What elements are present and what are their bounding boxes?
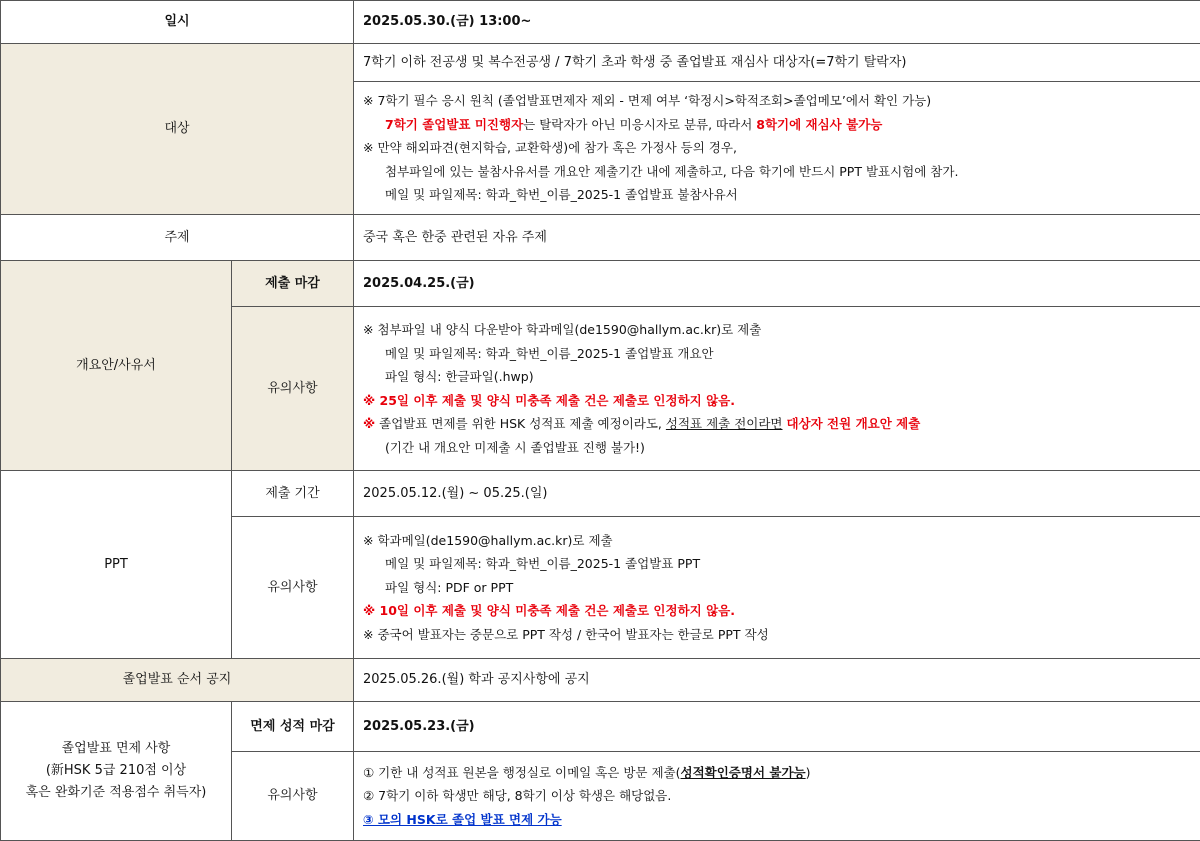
outline-label: 개요안/사유서 (1, 261, 232, 471)
exemption-note-3: ③ 모의 HSK로 졸업 발표 면제 가능 (363, 808, 1191, 832)
exemption-notes-label: 유의사항 (232, 752, 354, 841)
target-note-2-red2: 8학기에 재심사 불가능 (756, 117, 882, 132)
exemption-label-2: (新HSK 5급 210점 이상 (10, 760, 222, 782)
exemption-note-2: ② 7학기 이하 학생만 해당, 8학기 이상 학생은 해당없음. (363, 784, 1191, 808)
outline-note-5-underlined: 성적표 제출 전이라면 (666, 416, 783, 431)
exemption-label-3: 혹은 완화기준 적용점수 취득자) (10, 782, 222, 804)
target-label: 대상 (1, 44, 354, 215)
outline-note-6: (기간 내 개요안 미제출 시 졸업발표 진행 불가!) (363, 436, 1191, 460)
outline-deadline-value: 2025.04.25.(금) (354, 261, 1200, 307)
exemption-label-1: 졸업발표 면제 사항 (10, 738, 222, 760)
exemption-notes (354, 752, 1200, 841)
outline-note-2: 메일 및 파일제목: 학과_학번_이름_2025-1 졸업발표 개요안 (363, 342, 1191, 366)
schedule-value: 2025.05.30.(금) 13:00~ (354, 1, 1200, 44)
target-note-3: ※ 만약 해외파견(현지학습, 교환학생)에 참가 혹은 가정사 등의 경우, (363, 136, 1191, 160)
ppt-note-1: ※ 학과메일(de1590@hallym.ac.kr)로 제출 (363, 529, 1191, 553)
target-notes (354, 82, 1200, 215)
outline-notes (354, 307, 1200, 471)
ppt-label: PPT (1, 471, 232, 659)
topic-label: 주제 (1, 215, 354, 261)
order-row (1, 659, 1200, 702)
ppt-period-value: 2025.05.12.(월) ~ 05.25.(일) (354, 471, 1200, 517)
ppt-period-row (1, 471, 1200, 517)
outline-note-5 (363, 412, 1191, 436)
schedule-label: 일시 (1, 1, 354, 44)
ppt-period-label: 제출 기간 (232, 471, 354, 517)
order-value: 2025.05.26.(월) 학과 공지사항에 공지 (354, 659, 1200, 702)
ppt-note-2: 메일 및 파일제목: 학과_학번_이름_2025-1 졸업발표 PPT (363, 552, 1191, 576)
target-note-4: 첨부파일에 있는 불참사유서를 개요안 제출기간 내에 제출하고, 다음 학기에 반드시 PPT 발표시험에 참가. (363, 160, 1191, 184)
outline-note-3: 파일 형식: 한글파일(.hwp) (363, 365, 1191, 389)
outline-note-1: ※ 첨부파일 내 양식 다운받아 학과메일(de1590@hallym.ac.kr)로 제출 (363, 318, 1191, 342)
topic-value: 중국 혹은 한중 관련된 자유 주제 (354, 215, 1200, 261)
schedule-row (1, 1, 1200, 44)
target-note-2-red1: 7학기 졸업발표 미진행자 (385, 117, 523, 132)
ppt-note-4: ※ 10일 이후 제출 및 양식 미충족 제출 건은 제출로 인정하지 않음. (363, 599, 1191, 623)
outline-deadline-row (1, 261, 1200, 307)
ppt-notes-label: 유의사항 (232, 517, 354, 659)
exemption-deadline-row (1, 702, 1200, 752)
outline-note-4: ※ 25일 이후 제출 및 양식 미충족 제출 건은 제출로 인정하지 않음. (363, 389, 1191, 413)
exemption-note-1 (363, 761, 1191, 785)
outline-deadline-label: 제출 마감 (232, 261, 354, 307)
outline-note-5-mark: ※ (363, 416, 375, 431)
target-note-1: ※ 7학기 필수 응시 원칙 (졸업발표면제자 제외 - 면제 여부 ‘학정시>학적조회>졸업메모’에서 확인 가능) (363, 89, 1191, 113)
exemption-note-1-a: ① 기한 내 성적표 원본을 행정실로 이메일 혹은 방문 제출( (363, 765, 681, 780)
target-note-2-mid: 는 탈락자가 아닌 미응시자로 분류, 따라서 (523, 117, 756, 132)
topic-row (1, 215, 1200, 261)
outline-notes-label: 유의사항 (232, 307, 354, 471)
exemption-note-1-c: ) (806, 765, 811, 780)
target-row-main (1, 44, 1200, 82)
outline-note-5-red: 대상자 전원 개요안 제출 (786, 416, 920, 431)
exemption-deadline-label: 면제 성적 마감 (232, 702, 354, 752)
ppt-note-5: ※ 중국어 발표자는 중문으로 PPT 작성 / 한국어 발표자는 한글로 PPT 작성 (363, 623, 1191, 647)
target-note-5: 메일 및 파일제목: 학과_학번_이름_2025-1 졸업발표 불참사유서 (363, 183, 1191, 207)
exemption-deadline-value: 2025.05.23.(금) (354, 702, 1200, 752)
outline-note-5-a: 졸업발표 면제를 위한 HSK 성적표 제출 예정이라도, (375, 416, 666, 431)
target-note-2 (363, 113, 1191, 137)
ppt-note-3: 파일 형식: PDF or PPT (363, 576, 1191, 600)
ppt-notes (354, 517, 1200, 659)
exemption-label (1, 702, 232, 841)
exemption-note-1-b: 성적확인증명서 불가능 (681, 765, 806, 780)
target-main: 7학기 이하 전공생 및 복수전공생 / 7학기 초과 학생 중 졸업발표 재심사 대상자(=7학기 탈락자) (354, 44, 1200, 82)
order-label: 졸업발표 순서 공지 (1, 659, 354, 702)
